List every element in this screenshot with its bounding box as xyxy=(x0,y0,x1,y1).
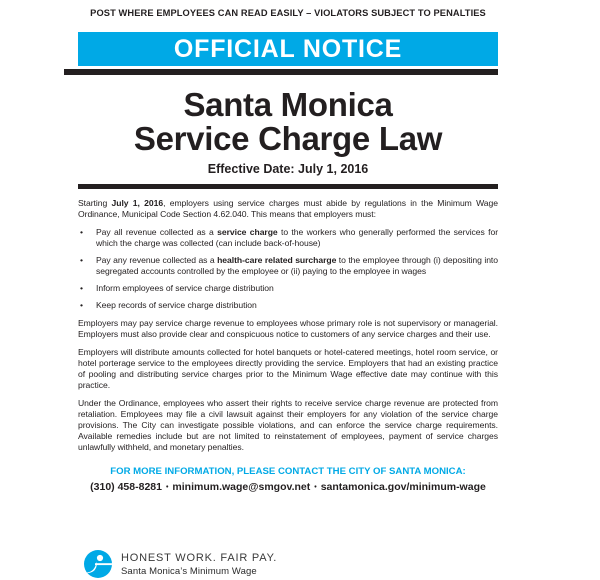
list-item-text: Inform employees of service charge distribution xyxy=(96,282,274,293)
body-paragraph: Under the Ordinance, employees who assert their rights to receive service charge revenue are protected from retaliation. Employees may file a civil lawsuit against their employers for any violation of the service charge provisions. The City can investigate possible violations, and can enforce the service charge requirements. Available remedies include but are not limited to reinstatement of employees, payment of service charges unlawfully withheld, and monetary penalties. xyxy=(78,397,498,452)
page-title-line1: Santa Monica xyxy=(183,86,393,123)
title-divider-rule xyxy=(78,184,498,189)
official-notice-banner-text: OFFICIAL NOTICE xyxy=(173,34,403,63)
page-title-line2: Service Charge Law xyxy=(133,120,443,157)
body-paragraph: Employers may pay service charge revenue to employees whose primary role is not supervisory or managerial. Employers must also provide clear and conspicuous notice to customers of any service charges and their use. xyxy=(78,317,498,339)
body-text xyxy=(78,198,498,453)
bullet-icon: • xyxy=(80,226,83,237)
footer-tagline: HONEST WORK. FAIR PAY. xyxy=(121,551,278,564)
list-item xyxy=(78,227,498,249)
bullet-icon: • xyxy=(80,299,83,310)
contact-info xyxy=(78,481,498,493)
body-paragraph: Employers will distribute amounts collected for hotel banquets or hotel-catered meetings, hotel room service, or hotel porterage service to the employees directly providing the service. Employers that had an existing practice of pooling and distributing service charges prior to the Minimum Wage effective date may continue with this practice. xyxy=(78,346,498,390)
list-item-text: Keep records of service charge distribution xyxy=(96,299,257,310)
requirements-list xyxy=(78,227,498,311)
footer-subtitle: Santa Monica’s Minimum Wage xyxy=(121,565,257,577)
dot-separator-icon: • xyxy=(314,483,317,491)
footer-text xyxy=(121,552,277,577)
intro-paragraph: Starting July 1, 2016, employers using service charges must abide by regulations in the Minimum Wage Ordinance, Municipal Code Section 4.62.040. This means that employers must: xyxy=(78,197,498,219)
dot-separator-icon: • xyxy=(165,483,169,491)
contact-email: minimum.wage@smgov.net xyxy=(172,480,311,493)
list-item xyxy=(78,255,498,277)
official-notice-banner xyxy=(78,32,498,66)
bullet-icon: • xyxy=(80,282,83,293)
contact-phone: (310) 458-8281 xyxy=(90,480,162,493)
contact-website: santamonica.gov/minimum-wage xyxy=(320,480,486,493)
banner-underline-bar xyxy=(64,69,498,75)
contact-heading: FOR MORE INFORMATION, PLEASE CONTACT THE CITY OF SANTA MONICA: xyxy=(110,465,466,477)
list-item-text: Pay any revenue collected as a health-care related surcharge to the employee through (i) depositing into segregated accounts controlled by the employee or (ii) paying to the employee in wages xyxy=(96,254,498,276)
post-instruction-text: POST WHERE EMPLOYEES CAN READ EASILY – VIOLATORS SUBJECT TO PENALTIES xyxy=(90,8,486,18)
list-item xyxy=(78,283,498,294)
bullet-icon: • xyxy=(80,254,83,265)
page-title xyxy=(78,88,498,156)
footer xyxy=(84,550,277,578)
notice-poster xyxy=(78,0,498,493)
list-item xyxy=(78,300,498,311)
list-item-text: Pay all revenue collected as a service charge to the workers who generally performed the services for which the charge was collected (can include back-of-house) xyxy=(96,226,499,248)
effective-date: Effective Date: July 1, 2016 xyxy=(207,162,369,176)
minimum-wage-logo-icon xyxy=(84,550,112,578)
